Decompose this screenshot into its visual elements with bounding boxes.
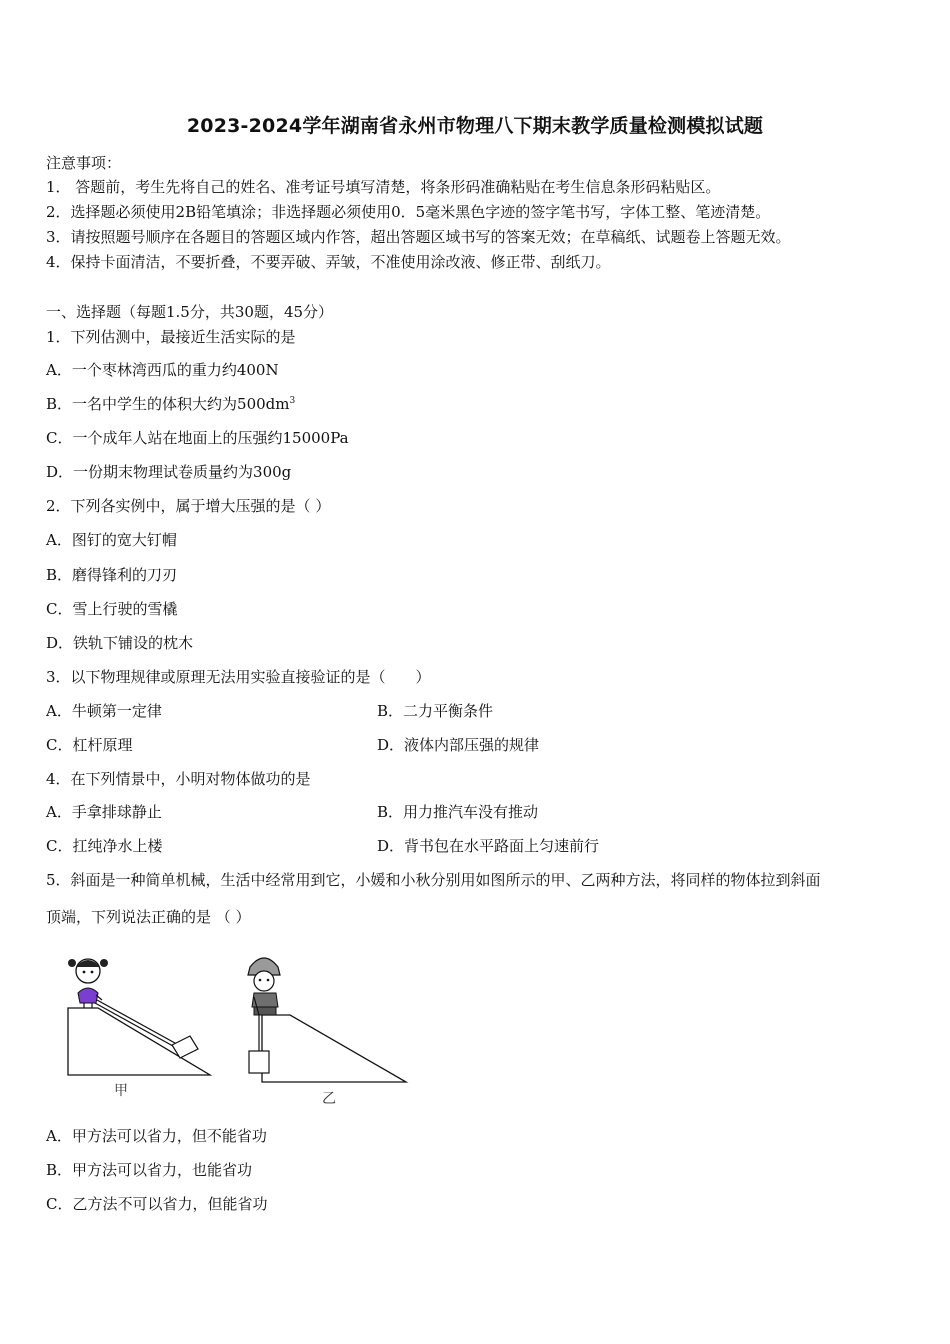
q2-option-c: C．雪上行驶的雪橇 — [46, 600, 178, 618]
q5-option-c: C．乙方法不可以省力，但能省功 — [46, 1195, 268, 1213]
q1-option-b-sup: 3 — [289, 396, 296, 406]
q4-stem: 4．在下列情景中，小明对物体做功的是 — [46, 770, 311, 788]
q3-option-b: B．二力平衡条件 — [377, 702, 494, 720]
q2-option-d: D．铁轨下铺设的枕木 — [46, 634, 194, 652]
fig-label-left: 甲 — [114, 1083, 128, 1099]
q5-stem-line1: 5．斜面是一种简单机械，生活中经常用到它，小媛和小秋分别用如图所示的甲、乙两种方法，将同样的物体拉到斜面 — [46, 871, 821, 889]
q1-option-b-text: B．一名中学生的体积大约为500dm — [46, 395, 290, 413]
boy-figure — [248, 958, 280, 1015]
q2-option-b: B．磨得锋利的刀刃 — [46, 566, 178, 584]
q4-option-c: C．扛纯净水上楼 — [46, 837, 163, 855]
incline-left — [68, 1000, 210, 1075]
notice-item-2: 2．选择题必须使用2B铅笔填涂；非选择题必须使用0．5毫米黑色字迹的签字笔书写，字体工整、笔迹清楚。 — [46, 203, 771, 221]
notice-item-4: 4．保持卡面清洁，不要折叠，不要弄破、弄皱，不准使用涂改液、修正带、刮纸刀。 — [46, 253, 611, 271]
q1-stem: 1．下列估测中，最接近生活实际的是 — [46, 328, 296, 346]
q2-option-a: A．图钉的宽大钉帽 — [46, 531, 177, 549]
q1-option-c: C．一个成年人站在地面上的压强约15000Pa — [46, 429, 349, 447]
q4-option-b: B．用力推汽车没有推动 — [377, 803, 539, 821]
notice-item-1: 1． 答题前，考生先将自己的姓名、准考证号填写清楚，将条形码准确粘贴在考生信息条形码粘贴区。 — [46, 178, 721, 196]
notice-heading: 注意事项： — [46, 154, 122, 172]
q3-option-d: D．液体内部压强的规律 — [377, 736, 540, 754]
q3-stem: 3．以下物理规律或原理无法用实验直接验证的是（ ） — [46, 668, 431, 686]
q5-option-b: B．甲方法可以省力，也能省功 — [46, 1161, 253, 1179]
q3-option-a: A．牛顿第一定律 — [46, 702, 162, 720]
q1-option-b — [46, 394, 295, 414]
q4-option-a: A．手拿排球静止 — [46, 803, 162, 821]
q3-option-c: C．杠杆原理 — [46, 736, 133, 754]
fig-label-right: 乙 — [322, 1091, 336, 1107]
incline-right — [249, 1015, 406, 1082]
girl-figure — [68, 959, 108, 1008]
q2-stem: 2．下列各实例中，属于增大压强的是（ ） — [46, 497, 331, 515]
q4-option-d: D．背书包在水平路面上匀速前行 — [377, 837, 600, 855]
q5-incline-figure — [40, 945, 420, 1110]
page-title: 2023-2024学年湖南省永州市物理八下期末教学质量检测模拟试题 — [186, 115, 764, 137]
q5-option-a: A．甲方法可以省力，但不能省功 — [46, 1127, 267, 1145]
q1-option-a: A．一个枣林湾西瓜的重力约400N — [46, 361, 279, 379]
notice-item-3: 3．请按照题号顺序在各题目的答题区域内作答，超出答题区域书写的答案无效；在草稿纸、试题卷上答题无效。 — [46, 228, 791, 246]
q5-stem-line2: 顶端，下列说法正确的是 （ ） — [46, 908, 251, 926]
section-heading: 一、选择题（每题1.5分，共30题，45分） — [46, 303, 334, 321]
q1-option-d: D．一份期末物理试卷质量约为300g — [46, 463, 292, 481]
